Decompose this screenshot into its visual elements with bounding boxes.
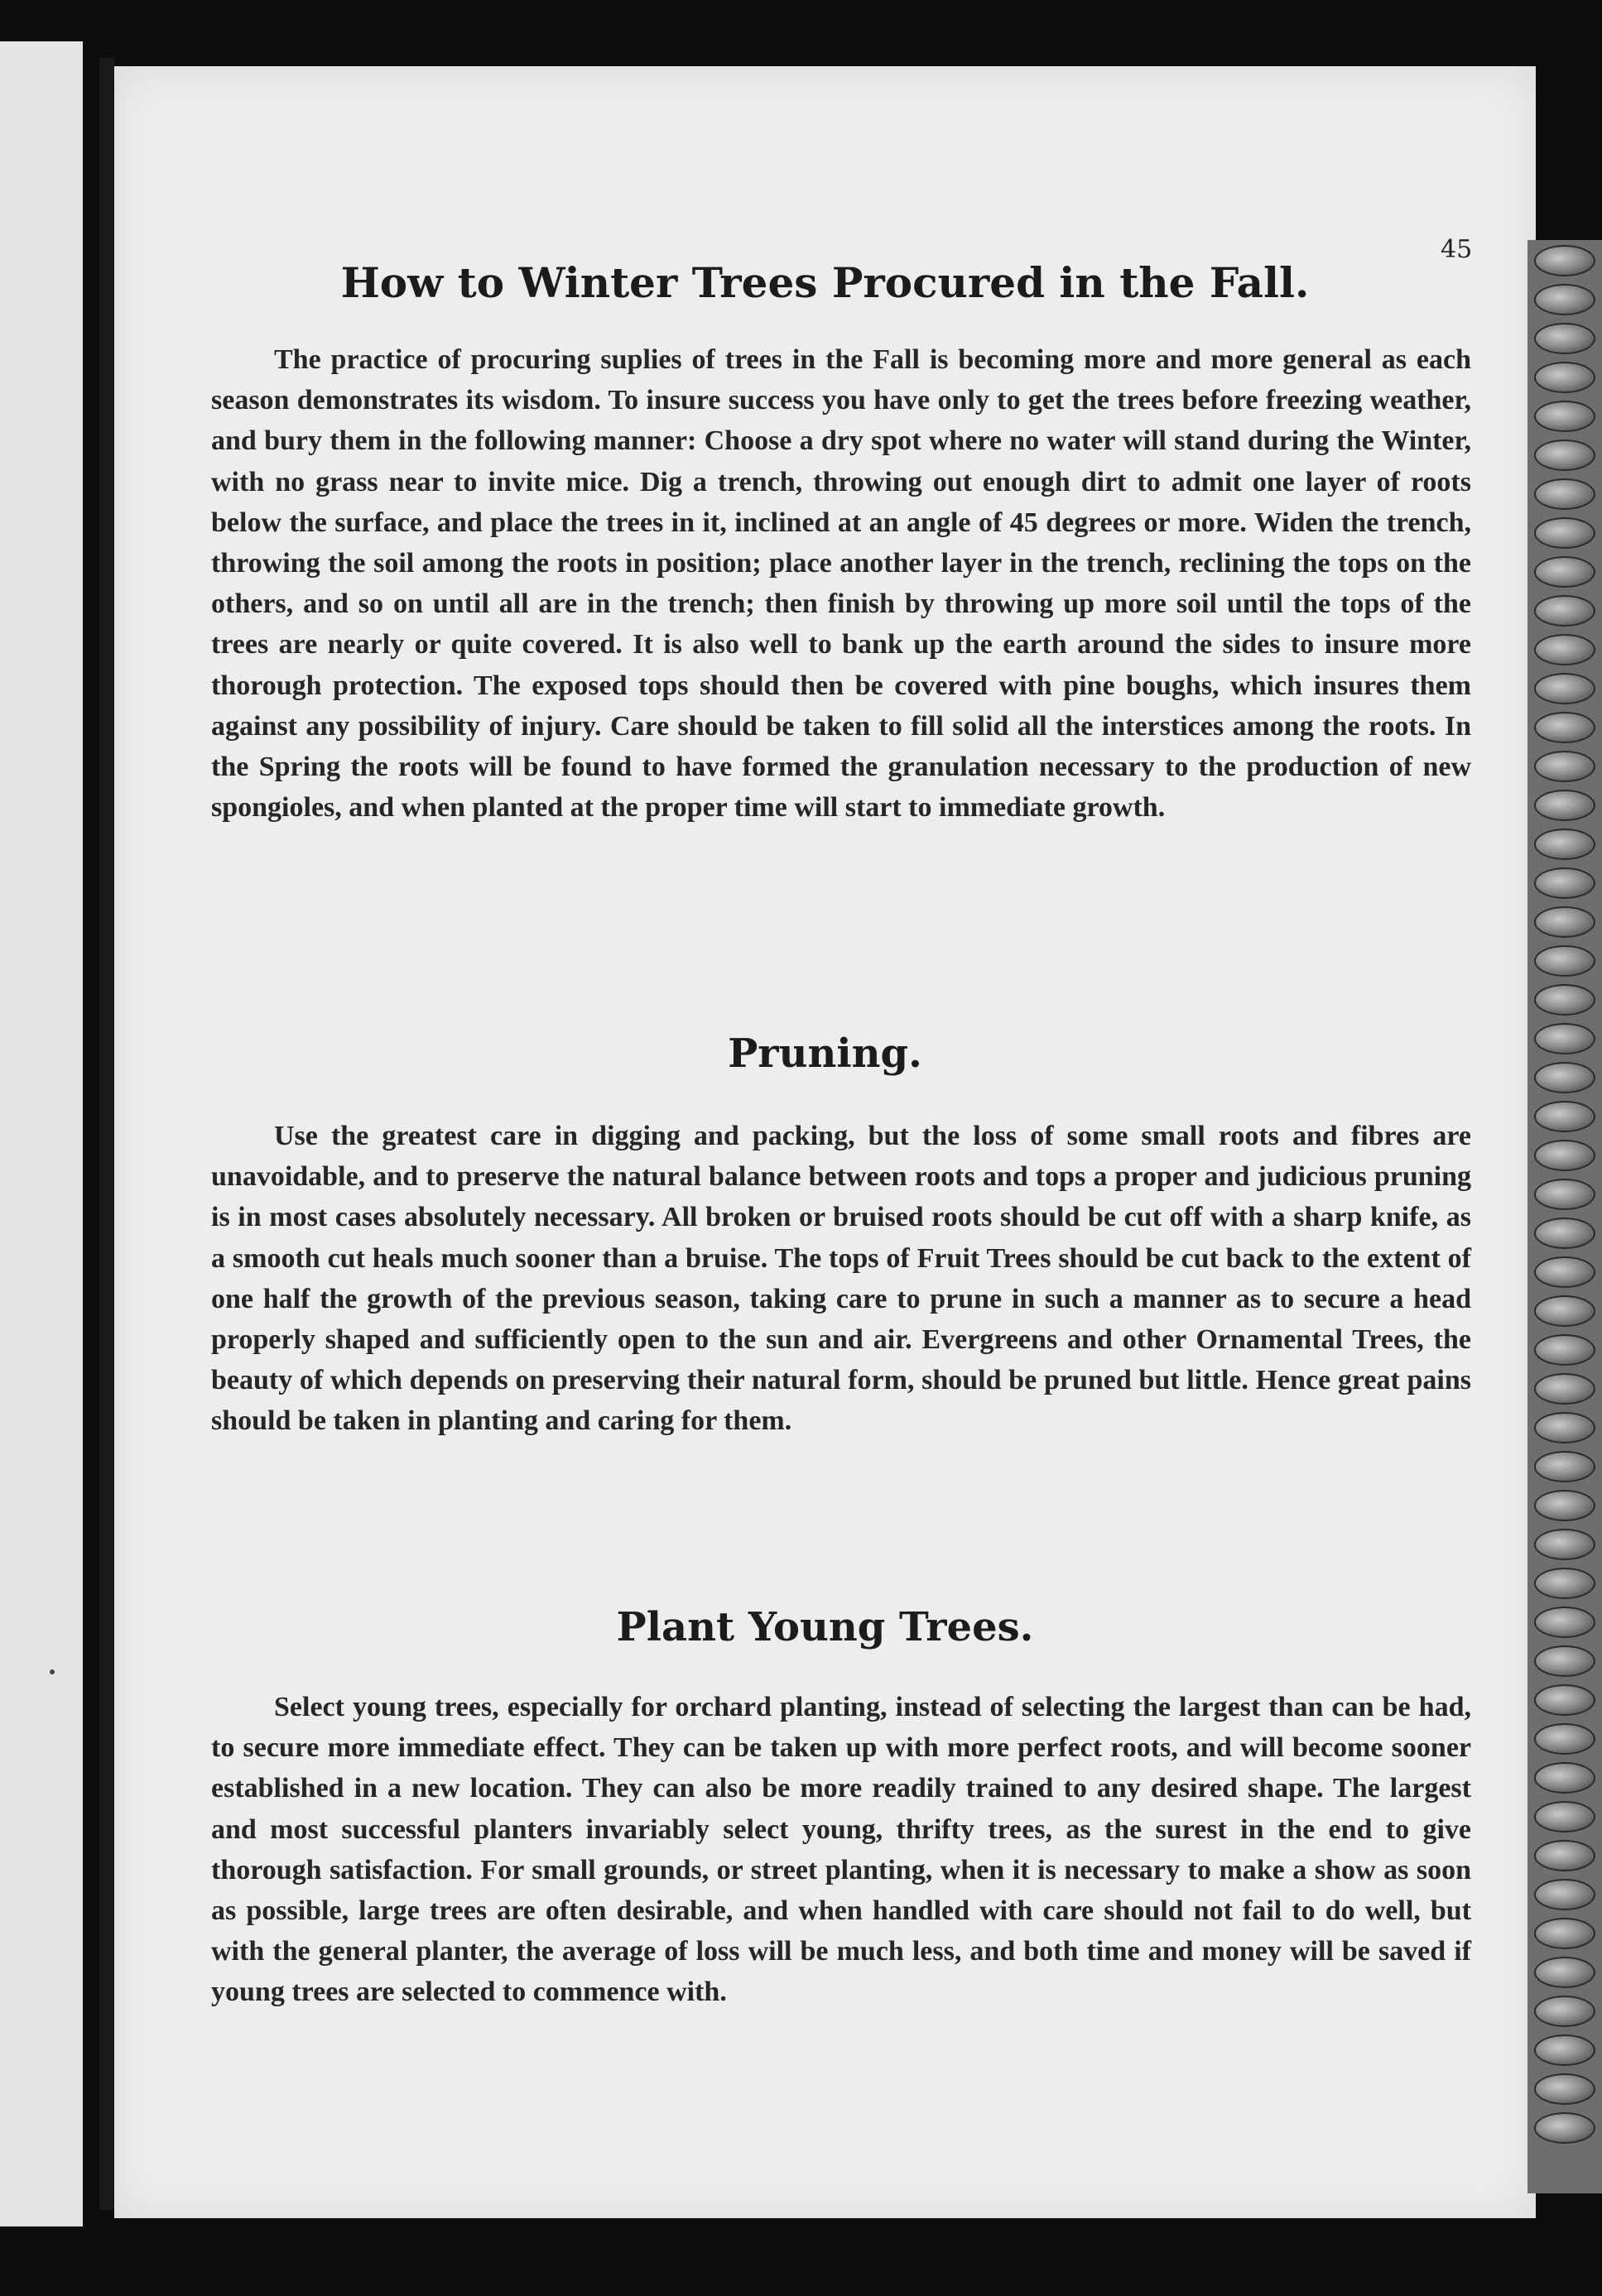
binding-ring xyxy=(1534,401,1595,432)
binding-ring xyxy=(1534,1451,1595,1482)
spiral-binding xyxy=(1527,240,1602,2193)
binding-ring xyxy=(1534,1256,1595,1288)
binding-ring xyxy=(1534,634,1595,665)
previous-page-edge xyxy=(0,41,83,2226)
binding-ring xyxy=(1534,323,1595,354)
binding-gutter xyxy=(99,58,114,2210)
binding-ring xyxy=(1534,1840,1595,1871)
binding-ring xyxy=(1534,440,1595,471)
binding-ring xyxy=(1534,712,1595,743)
binding-ring xyxy=(1534,1490,1595,1521)
binding-ring xyxy=(1534,1996,1595,2027)
section-body-winter-trees: The practice of procuring suplies of trees in the Fall is becoming more and more general as each season demonstrates its wisdom. To insure success you have only to get the trees before freezing weather, and bury them in the following manner: Choose a dry spot where no water will stand during the Winter, with no grass near to invite mice. Dig a trench, throwing out enough dirt to admit one layer of roots below the surface, and place the trees in it, inclined at an angle of 45 degrees or more. Widen the trench, throwing the soil among the roots in position; place another layer in the trench, reclining the tops on the others, and so on until all are in the trench; then finish by throwing up more soil until the tops of the trees are nearly or quite covered. It is also well to bank up the earth around the sides to insure more thorough protection. The exposed tops should then be covered with pine boughs, which insures them against any possibility of injury. Care should be taken to fill solid all the interstices among the roots. In the Spring the roots will be found to have formed the granulation necessary to the production of new spongioles, and when planted at the proper time will start to immediate growth. xyxy=(211,344,1471,824)
binding-ring xyxy=(1534,790,1595,821)
binding-ring xyxy=(1534,362,1595,393)
binding-ring xyxy=(1534,1918,1595,1949)
binding-ring xyxy=(1534,284,1595,315)
binding-ring xyxy=(1534,1373,1595,1405)
binding-ring xyxy=(1534,1334,1595,1366)
binding-ring xyxy=(1534,1023,1595,1054)
section-heading-plant-young-trees: Plant Young Trees. xyxy=(616,1604,1034,1650)
binding-ring xyxy=(1534,2112,1595,2144)
binding-ring xyxy=(1534,1607,1595,1638)
binding-ring xyxy=(1534,245,1595,276)
binding-ring xyxy=(1534,1879,1595,1910)
binding-ring xyxy=(1534,1140,1595,1171)
binding-ring xyxy=(1534,1101,1595,1132)
binding-ring xyxy=(1534,673,1595,704)
binding-ring xyxy=(1534,1957,1595,1988)
binding-ring xyxy=(1534,517,1595,549)
page-number: 45 xyxy=(1441,235,1473,264)
binding-ring xyxy=(1534,1645,1595,1677)
binding-ring xyxy=(1534,1295,1595,1327)
binding-ring xyxy=(1534,1801,1595,1832)
binding-ring xyxy=(1534,1684,1595,1716)
binding-ring xyxy=(1534,867,1595,899)
binding-ring xyxy=(1534,595,1595,627)
binding-ring xyxy=(1534,984,1595,1016)
binding-ring xyxy=(1534,1179,1595,1210)
binding-ring xyxy=(1534,556,1595,588)
binding-ring xyxy=(1534,945,1595,977)
binding-ring xyxy=(1534,1412,1595,1443)
binding-ring xyxy=(1534,1762,1595,1794)
binding-ring xyxy=(1534,2073,1595,2105)
binding-ring xyxy=(1534,751,1595,782)
binding-ring xyxy=(1534,829,1595,860)
binding-ring xyxy=(1534,1529,1595,1560)
binding-ring xyxy=(1534,2034,1595,2066)
binding-ring xyxy=(1534,906,1595,938)
binding-ring xyxy=(1534,1062,1595,1093)
section-body-pruning: Use the greatest care in digging and packing, but the loss of some small roots and fibres are unavoidable, and to preserve the natural balance between roots and tops a proper and judicious pruning is in most cases absolutely necessary. All broken or bruised roots should be cut off with a sharp knife, as a smooth cut heals much sooner than a bruise. The tops of Fruit Trees should be cut back to the extent of one half the growth of the previous season, taking care to prune in such a manner as to secure a head properly shaped and sufficiently open to the sun and air. Evergreens and other Ornamental Trees, the beauty of which depends on preserving their natural form, should be pruned but little. Hence great pains should be taken in planting and caring for them. xyxy=(211,1121,1471,1437)
scan-speck xyxy=(50,1669,55,1674)
binding-ring xyxy=(1534,1723,1595,1755)
binding-ring xyxy=(1534,478,1595,510)
binding-ring xyxy=(1534,1218,1595,1249)
section-body-plant-young-trees: Select young trees, especially for orchard planting, instead of selecting the largest than can be had, to secure more immediate effect. They can be taken up with more perfect roots, and will become sooner established in a new location. They can also be more readily trained to any desired shape. The largest and most successful planters invariably select young, thrifty trees, as the surest in the end to give thorough satisfaction. For small grounds, or street planting, when it is necessary to make a show as soon as possible, large trees are often desirable, and when handled with care should not fail to do well, but with the general planter, the average of loss will be much less, and both time and money will be saved if young trees are selected to commence with. xyxy=(211,1692,1471,2008)
binding-ring xyxy=(1534,1568,1595,1599)
section-heading-pruning: Pruning. xyxy=(728,1030,922,1077)
section-heading-winter-trees: How to Winter Trees Procured in the Fall. xyxy=(340,258,1310,307)
